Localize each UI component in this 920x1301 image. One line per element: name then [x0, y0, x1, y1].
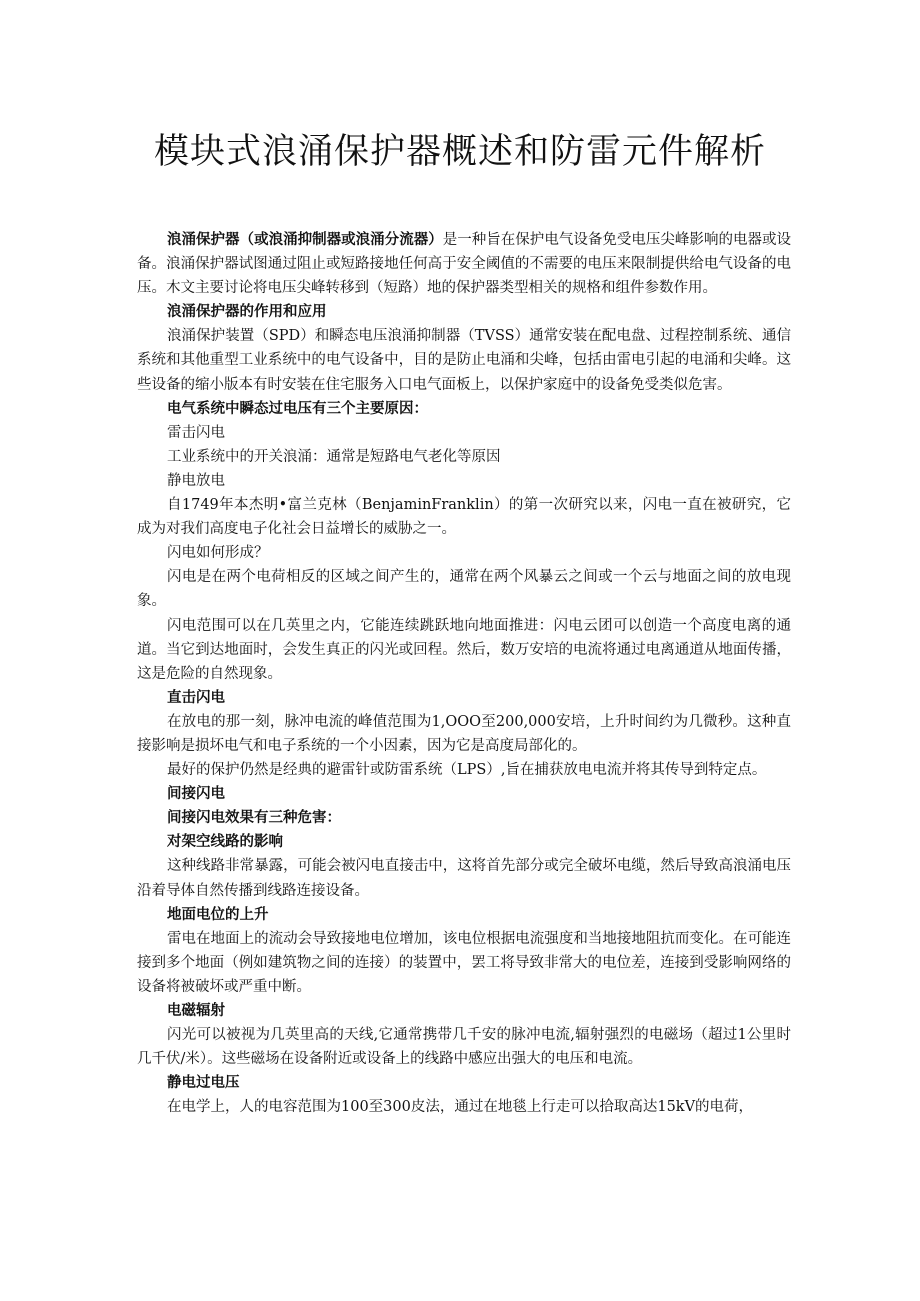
body-paragraph: 闪电范围可以在几英里之内，它能连续跳跃地向地面推进：闪电云团可以创造一个高度电离的通道。当它到达地面时，会发生真正的闪光或回程。然后，数万安培的电流将通过电离通道从地面传播，这是危险的自然现象。 — [137, 617, 791, 682]
body-paragraph: 工业系统中的开关浪涌：通常是短路电气老化等原因 — [167, 448, 501, 465]
body-paragraph: 静电放电 — [167, 472, 225, 489]
body-paragraph: 浪涌保护装置（SPD）和瞬态电压浪涌抑制器（TVSS）通常安装在配电盘、过程控制系统、通信系统和其他重型工业系统中的电气设备中，目的是防止电涌和尖峰，包括由雷电引起的电涌和尖峰。这些设备的缩小版本有时安装在住宅服务入口电气面板上，以保护家庭中的设备免受类似危害。 — [137, 328, 791, 393]
body-paragraph: 在电学上，人的电容范围为100至300皮法，通过在地毯上行走可以拾取高达15kV的电荷， — [167, 1099, 754, 1116]
body-paragraph: 闪电如何形成？ — [167, 545, 269, 562]
body-paragraph: 在放电的那一刻，脉冲电流的峰值范围为1,OOO至200,000安培，上升时间约为几微秒。这种直接影响是损坏电气和电子系统的一个小因素，因为它是高度局部化的。 — [137, 713, 791, 754]
body-paragraph: 最好的保护仍然是经典的避雷针或防雷系统（LPS）,旨在捕获放电电流并将其传导到特定点。 — [167, 762, 767, 779]
body-paragraph: 这种线路非常暴露，可能会被闪电直接击中，这将首先部分或完全破坏电缆，然后导致高浪涌电压沿着导体自然传播到线路连接设备。 — [137, 858, 791, 899]
intro-paragraph — [137, 228, 791, 300]
body-paragraph: 闪电是在两个电荷相反的区域之间产生的，通常在两个风暴云之间或一个云与地面之间的放电现象。 — [137, 569, 791, 610]
body-paragraph: 雷电在地面上的流动会导致接地电位增加，该电位根据电流强度和当地接地阻抗而变化。在可能连接到多个地面（例如建筑物之间的连接）的装置中，罢工将导致非常大的电位差，连接到受影响网络的设备将被破坏或严重中断。 — [137, 930, 791, 995]
section-heading: 电气系统中瞬态过电压有三个主要原因： — [167, 399, 428, 417]
document-body — [137, 228, 791, 1119]
document-title: 模块式浪涌保护器概述和防雷元件解析 — [153, 132, 766, 172]
section-heading: 间接闪电效果有三种危害： — [167, 809, 341, 827]
section-heading: 静电过电压 — [167, 1074, 240, 1092]
section-heading: 浪涌保护器的作用和应用 — [167, 303, 327, 321]
section-heading: 电磁辐射 — [167, 1002, 225, 1019]
section-heading: 直击闪电 — [167, 688, 225, 706]
body-paragraph: 闪光可以被视为几英里高的天线,它通常携带几千安的脉冲电流,辐射强烈的电磁场（超过1公里时几千伏/米）。这些磁场在设备附近或设备上的线路中感应出强大的电压和电流。 — [137, 1027, 791, 1068]
section-heading: 地面电位的上升 — [167, 905, 269, 923]
paragraph-list — [137, 300, 791, 1119]
intro-lead-bold: 浪涌保护器（或浪涌抑制器或浪涌分流器） — [167, 231, 443, 248]
body-paragraph: 雷击闪电 — [167, 424, 225, 441]
body-paragraph: 自1749年本杰明•富兰克林（BenjaminFranklin）的第一次研究以来，闪电一直在被研究，它成为对我们高度电子化社会日益增长的威胁之一。 — [137, 497, 791, 538]
intro-text: 是一种旨在保护电气设备免受电压尖峰影响的电器或设备。浪涌保护器试图通过阻止或短路接地任何高于安全阈值的不需要的电压来限制提供给电气设备的电压。木文主要讨论将电压尖峰转移到（短路）地的保护器类型相关的规格和组件参数作用。 — [137, 232, 792, 297]
section-heading: 对架空线路的影响 — [167, 833, 283, 851]
section-heading: 间接闪电 — [167, 785, 225, 803]
